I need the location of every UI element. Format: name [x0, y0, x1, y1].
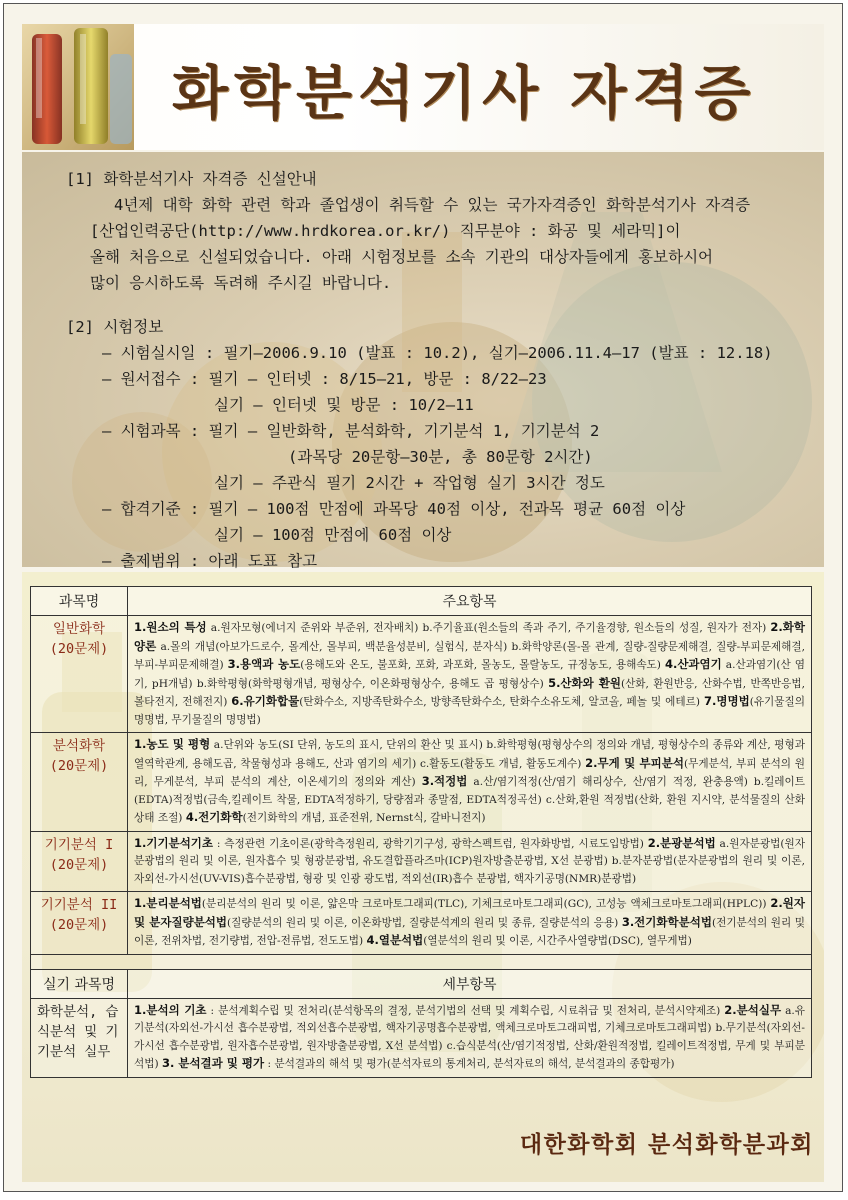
topic-heading: 1.기기분석기초 — [134, 835, 214, 850]
exam-info-line: 실기 – 주관식 필기 2시간 + 작업형 실기 3시간 정도 — [214, 474, 605, 492]
practical-header-row — [31, 969, 812, 998]
topic-heading: 1.원소의 특성 — [134, 620, 207, 634]
page-title: 화학분석기사 자격증 — [172, 59, 757, 127]
topic-heading: 6.유기화합물 — [231, 694, 300, 708]
exam-info-line: – 시험실시일 : 필기–2006.9.10 (발표 : 10.2), 실기–2006.11.4–17 (발표 : 12.18) — [102, 344, 773, 362]
detail-cell: 1.기기분석기초 : 측정관련 기초이론(광학측정원리, 광학기기구성, 광학스펙트럼, 원자화방법, 시료도입방법) 2.분광분석법 a.원자분광법(원자분광법의 원리 및 이론, 원자흡수 및 형광분광법, 유도결합플라즈마(ICP)원자방출분광법, X선 분광법) b.분자분광법(분자분광법의 원리 및 이론, 자외선-가시선(UV-VIS)흡수분광법, 형광 및 인광 광도법, 적외선(IR)흡수 분광법, 핵자기공명(NMR)분광법) — [128, 831, 812, 892]
section1-line: 올해 처음으로 신설되었습니다. 아래 시험정보를 소속 기관의 대상자들에게 홍보하시어 — [90, 248, 714, 266]
topic-heading: 4.열분석법 — [366, 933, 424, 947]
exam-info-line: – 원서접수 : 필기 – 인터넷 : 8/15–21, 방문 : 8/22–23 — [102, 370, 547, 388]
topic-heading: 2.원자 및 분자질량분석법 — [134, 896, 805, 929]
subject-cell: 기기분석 I (20문제) — [31, 831, 128, 892]
detail-cell: 1.농도 및 평형 a.단위와 농도(SI 단위, 농도의 표시, 단위의 환산 및 표시) b.화학평형(평형상수의 정의와 개념, 평형상수의 종류와 계산, 평형과 열역학관계, 용해도곱, 착물형성과 용해도, 산과 염기의 세기) c.활동도(활동도 개념, 활동도계수) 2.무게 및 부피분석(무게분석, 부피 분석의 원리, 무게분석, 부피 분석의 계산, 이온세기의 정의와 계산) 3.적정법 a.산/염기적정(산/염기 해리상수, 산/염기 적정, 완충용액) b.킬레이트(EDTA)적정법(금속,킬레이트 착물, EDTA적정하기, 당량점과 종말점, EDTA적정곡선) c.산화,환원 적정법(산화, 환원 지시약, 분석물질의 산화상태 조절) 4.전기화학(전기화학의 개념, 표준전위, Nernst식, 갈바니전지) — [128, 733, 812, 832]
table-row — [31, 998, 812, 1077]
table-row — [31, 616, 812, 733]
subject-cell: 기기분석 II (20문제) — [31, 892, 128, 955]
subject-column-header: 과목명 — [31, 587, 128, 616]
table-row — [31, 892, 812, 955]
exam-scope-section — [22, 572, 824, 1182]
table-row — [31, 733, 812, 832]
topic-heading: 4.산과염기 — [664, 657, 722, 671]
subject-cell: 분석화학 (20문제) — [31, 733, 128, 832]
topic-heading: 7.명명법 — [703, 694, 750, 708]
topic-heading: 2.화학양론 — [134, 620, 806, 653]
topic-heading: 1.농도 및 평형 — [134, 737, 211, 751]
items-column-header: 주요항목 — [128, 587, 812, 616]
organization-footer: 대한화학회 분석화학분과회 — [519, 1131, 814, 1158]
topic-heading: 3. 분석결과 및 평가 — [161, 1056, 265, 1070]
section2-heading: [2] 시험정보 — [66, 318, 164, 336]
section1-heading: [1] 화학분석기사 자격증 신설안내 — [66, 170, 317, 188]
topic-heading: 2.분석실무 — [724, 1002, 782, 1017]
topic-heading: 4.전기화학 — [185, 810, 243, 824]
section1-line: 4년제 대학 화학 관련 학과 졸업생이 취득할 수 있는 국가자격증인 화학분석기사 자격증 — [114, 196, 751, 214]
topic-heading: 3.적정법 — [421, 774, 468, 788]
table-spacer — [31, 954, 812, 969]
exam-info-line: 실기 – 100점 만점에 60점 이상 — [214, 526, 452, 544]
exam-info-line: – 출제범위 : 아래 도표 참고 — [102, 552, 318, 570]
topic-heading: 1.분리분석법 — [134, 896, 202, 910]
section1-line: 많이 응시하도록 독려해 주시길 바랍니다. — [90, 274, 392, 292]
detail-cell: 1.원소의 특성 a.원자모형(에너지 준위와 부준위, 전자배치) b.주기율표(원소들의 족과 주기, 주기율경향, 원소들의 성질, 원자가 전자) 2.화학양론 a.몰의 개념(아보가드로수, 몰계산, 몰부피, 백분율성분비, 실험식, 분자식) b.화학양론(몰-몰 관계, 질량-질량문제해결, 질량-부피문제해결, 부피-부피문제해결) 3.용액과 농도(용해도와 온도, 불포화, 포화, 과포화, 몰농도, 몰랄농도, 규정농도, 용해속도) 4.산과염기 a.산과염기(산 염기, pH개념) b.화학평형(화학평형개념, 평형상수, 이온화평형상수, 용해도 곱 평형상수) 5.산화와 환원(산화, 환원반응, 산화수법, 반쪽반응법, 볼타전지, 전해전지) 6.유기화합물(탄화수소, 지방족탄화수소, 방향족탄화수소, 탄화수소유도체, 알코올, 페놀 및 에테르) 7.명명법(유기물질의 명명법, 무기물질의 명명법) — [128, 616, 812, 733]
detail-cell: 1.분리분석법(분리분석의 원리 및 이론, 얇은막 크로마토그래피(TLC), 기체크로마토그래피(GC), 고성능 액체크로마토그래피(HPLC)) 2.원자 및 분자질량분석법(질량분석의 원리 및 이론, 이온화방법, 질량분석계의 원리 및 종류, 질량분석의 응용) 3.전기화학분석법(전기분석의 원리 및 이론, 전위차법, 전기량법, 전압-전류법, 전도도법) 4.열분석법(열분석의 원리 및 이론, 시간주사열량법(DSC), 열무게법) — [128, 892, 812, 955]
table-row — [31, 831, 812, 892]
topic-heading: 3.전기화학분석법 — [621, 914, 712, 929]
section1-line: [산업인력공단(http://www.hrdkorea.or.kr/) 직무분야 : 화공 및 세라믹]이 — [90, 222, 681, 240]
topic-heading: 2.분광분석법 — [647, 835, 716, 850]
subject-cell: 일반화학 (20문제) — [31, 616, 128, 733]
topic-heading: 5.산화와 환원 — [548, 675, 621, 690]
exam-info-line: – 시험과목 : 필기 – 일반화학, 분석화학, 기기분석 1, 기기분석 2 — [102, 422, 600, 440]
poster-page — [3, 3, 843, 1192]
exam-info-line: 실기 – 인터넷 및 방문 : 10/2–11 — [214, 396, 474, 414]
table-header-row — [31, 587, 812, 616]
flask-photo-icon — [22, 24, 134, 150]
practical-detail-cell: 1.분석의 기초 : 분석계획수립 및 전처리(분석항목의 결정, 분석기법의 선택 및 계획수립, 시료취급 및 전처리, 분석시약제조) 2.분석실무 a.유기분석(자외선-가시선 흡수분광법, 적외선흡수분광법, 핵자기공명흡수분광법, 액체크로마토그래피법, 기체크로마토그래피법) b.무기분석(자외선-가시선 흡수분광법, 원자흡수분광법, 원자방출분광법, X선 분석법) c.습식분석(산/염기적정법, 산화/환원적정법, 킬레이트적정법, 무게 및 부피분석법) 3. 분석결과 및 평가 : 분석결과의 해석 및 평가(분석자료의 통계처리, 분석자료의 해석, 분석결과의 종합평가) — [128, 998, 812, 1077]
practical-subject-header: 실기 과목명 — [31, 969, 128, 998]
section1-paragraph — [90, 192, 806, 296]
practical-items-header: 세부항목 — [128, 969, 812, 998]
topic-heading: 2.무게 및 부피분석 — [585, 755, 684, 770]
header-banner — [22, 24, 824, 150]
practical-subject-cell: 화학분석, 습식분석 및 기기분석 실무 — [31, 998, 128, 1077]
topic-heading: 1.분석의 기초 — [134, 1002, 207, 1017]
topic-heading: 3.용액과 농도 — [227, 657, 301, 671]
exam-scope-table — [30, 586, 812, 1078]
exam-info-section — [22, 152, 824, 570]
exam-info-line: – 합격기준 : 필기 – 100점 만점에 과목당 40점 이상, 전과목 평균 60점 이상 — [102, 500, 686, 518]
intro-text — [66, 166, 806, 574]
exam-info-line: (과목당 20문항–30분, 총 80문항 2시간) — [288, 448, 593, 466]
